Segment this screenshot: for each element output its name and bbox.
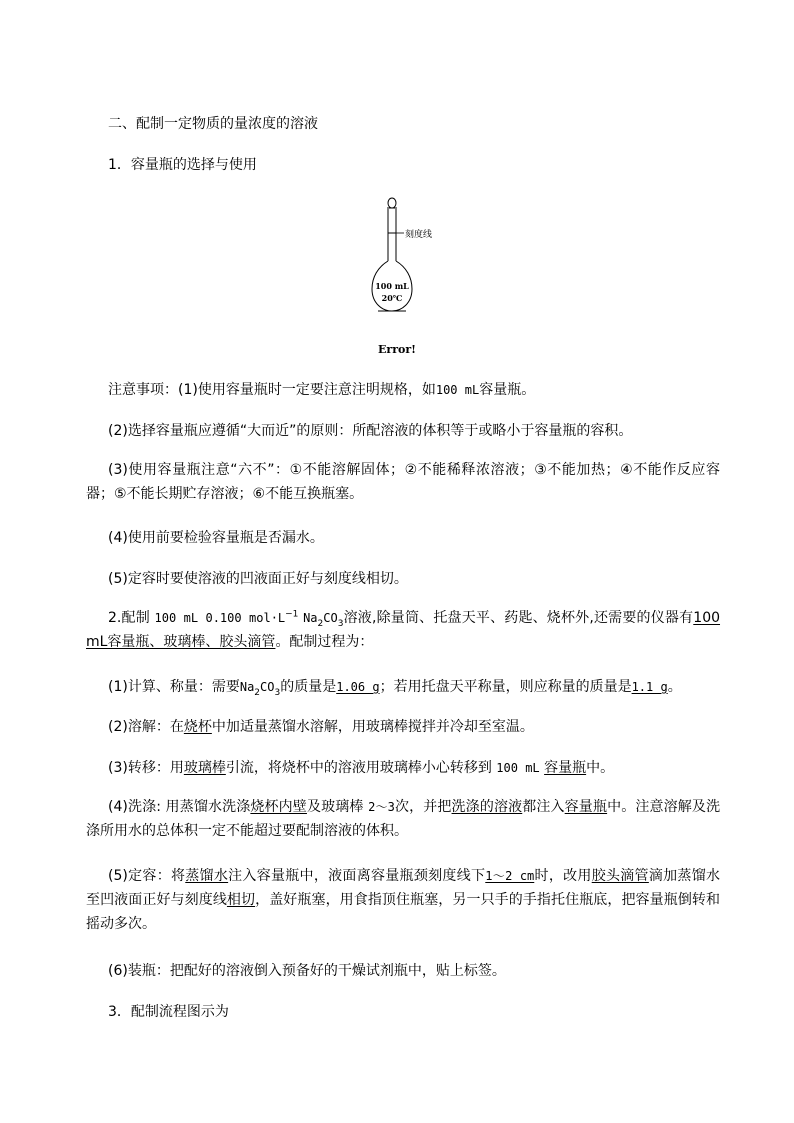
step-1-chem-co: CO — [260, 680, 275, 694]
step-4-answer-2: 洗涤的溶液 — [451, 799, 523, 815]
step-1-answer-1: 1.06 g — [336, 680, 380, 694]
note-1 — [108, 380, 720, 400]
step-4-answer-3: 容量瓶 — [564, 799, 608, 815]
step-3-answer-1: 玻璃棒 — [183, 760, 226, 776]
step-3-a: (3)转移：用 — [108, 760, 184, 776]
section-title: 二、配制一定物质的量浓度的溶液 — [108, 116, 318, 132]
p2-end: 。配制过程为： — [275, 634, 374, 650]
step-5-answer-1: 蒸馏水 — [185, 868, 229, 884]
step-3-b: 引流，将烧杯中的溶液用玻璃棒小心转移到 — [225, 760, 492, 776]
step-2-b: 中加适量蒸馏水溶解，用玻璃棒搅拌并冷却至室温。 — [211, 719, 534, 735]
step-1-c: ；若用托盘天平称量，则应称量的质量是 — [379, 679, 632, 695]
volumetric-flask-figure — [360, 195, 460, 320]
step-4-a: (4)洗涤: 用蒸馏水洗涤 — [108, 799, 251, 815]
step-6: (6)装瓶：把配好的溶液倒入预备好的干燥试剂瓶中，贴上标签。 — [108, 963, 506, 979]
flask-volume-label: 100 mL — [375, 281, 409, 291]
step-4-d: 都注入 — [522, 799, 565, 815]
note-1-value: 100 mL — [435, 383, 480, 397]
p2-chem-co: CO — [323, 611, 338, 625]
step-5-answer-4: 相切 — [226, 892, 256, 908]
paragraph-2 — [86, 606, 720, 654]
note-4: (4)使用前要检验容量瓶是否漏水。 — [108, 530, 324, 546]
step-4-e: 中。注意溶解及洗涤所用水的总体积一定不能超过要配制溶液的体积。 — [86, 799, 721, 839]
flask-temp-label: 20℃ — [381, 293, 403, 303]
step-4-c: 次，并把 — [394, 799, 452, 815]
step-5-answer-2: 1～2 cm — [485, 869, 535, 883]
step-3-quantity: 100 mL — [496, 761, 540, 775]
p2-quantity: 100 mL 0.100 mol·L — [154, 611, 286, 625]
step-1-chem-na-sub: 2 — [254, 687, 261, 698]
step-1-b: 的质量是 — [280, 679, 337, 695]
volumetric-flask-icon — [360, 195, 460, 320]
step-2-a: (2)溶解：在 — [108, 719, 184, 735]
step-2-answer-1: 烧杯 — [183, 719, 212, 735]
step-1-answer-2: 1.1 g — [631, 680, 668, 694]
step-5-e: ，盖好瓶塞，用食指顶住瓶塞，另一只手的手指托住瓶底，把容量瓶倒转和摇动多次。 — [86, 892, 721, 932]
note-1-suffix: 容量瓶。 — [479, 382, 536, 398]
note-5: (5)定容时要使溶液的凹液面正好与刻度线相切。 — [108, 571, 408, 587]
step-1-chem-co-sub: 3 — [274, 687, 281, 698]
step-5-a: (5)定容：将 — [108, 868, 186, 884]
figure-caption: Error! — [378, 343, 416, 356]
step-4-b: 及玻璃棒 — [306, 799, 364, 815]
subsection-title-1: 1．容量瓶的选择与使用 — [108, 157, 257, 173]
step-3-answer-2: 容量瓶 — [544, 760, 587, 776]
step-4-times: 2～3 — [368, 800, 395, 814]
step-1-chem-na: Na — [239, 680, 255, 694]
step-1-a: (1)计算、称量：需要 — [108, 679, 240, 695]
step-2 — [108, 717, 720, 737]
step-5-d: 滴加蒸馏水至凹液面正好与刻度线 — [86, 868, 721, 908]
step-5-b: 注入容量瓶中，液面离容量瓶颈刻度线下 — [228, 868, 486, 884]
step-5-answer-3: 胶头滴管 — [591, 868, 649, 884]
step-1 — [108, 677, 720, 697]
p2-answer: 100 mL容量瓶、玻璃棒、胶头滴管 — [86, 610, 721, 650]
p2-chem-co-sub: 3 — [337, 618, 344, 629]
p2-prefix: 2.配制 — [108, 610, 150, 626]
step-1-d: 。 — [667, 679, 682, 695]
step-4-answer-1: 烧杯内壁 — [250, 799, 307, 815]
p2-chem-na: Na — [303, 611, 318, 625]
graduation-mark-label: 刻度线 — [405, 230, 433, 240]
note-3: (3)使用容量瓶注意“六不”：①不能溶解固体；②不能稀释浓溶液；③不能加热；④不能作反应容器；⑤不能长期贮存溶液；⑥不能互换瓶塞。 — [86, 462, 720, 502]
p2-sup: −1 — [285, 609, 299, 620]
step-5-c: 时，改用 — [534, 868, 592, 884]
subsection-title-3: 3．配制流程图示为 — [108, 1004, 229, 1020]
step-3 — [108, 758, 720, 778]
p2-mid: 溶液,除量筒、托盘天平、药匙、烧杯外,还需要的仪器有 — [343, 610, 694, 626]
p2-chem-na-sub: 2 — [317, 618, 324, 629]
note-1-text: 注意事项：(1)使用容量瓶时一定要注意注明规格，如 — [108, 382, 436, 398]
note-2: (2)选择容量瓶应遵循“大而近”的原则：所配溶液的体积等于或略小于容量瓶的容积。 — [108, 423, 633, 439]
step-3-c: 中。 — [586, 760, 615, 776]
step-4 — [86, 795, 720, 843]
step-5 — [86, 864, 720, 936]
